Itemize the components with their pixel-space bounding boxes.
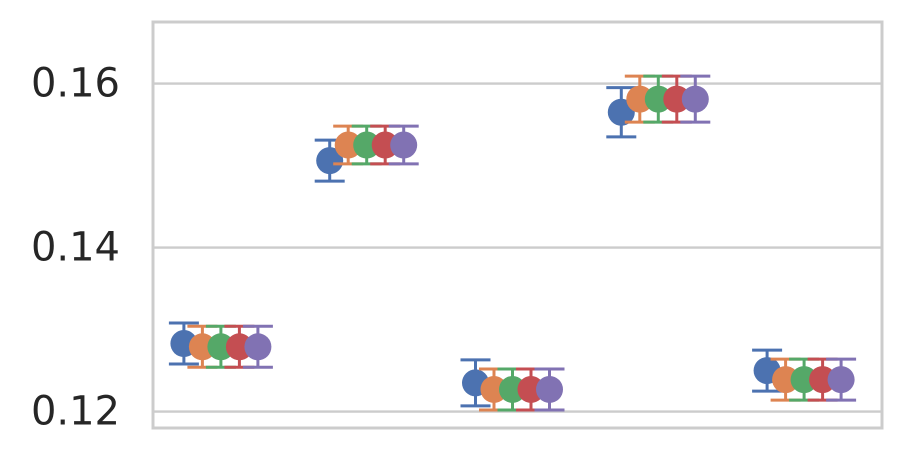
data-marks: [169, 76, 856, 410]
data-point: [828, 366, 855, 393]
y-tick-label: 0.14: [30, 224, 120, 271]
y-tick-label: 0.12: [30, 388, 120, 435]
y-tick-labels: [31, 61, 120, 435]
data-point: [390, 132, 417, 159]
data-point: [536, 376, 563, 403]
y-tick-label: 0.16: [30, 60, 120, 107]
data-point: [244, 333, 271, 360]
data-point: [682, 86, 709, 113]
